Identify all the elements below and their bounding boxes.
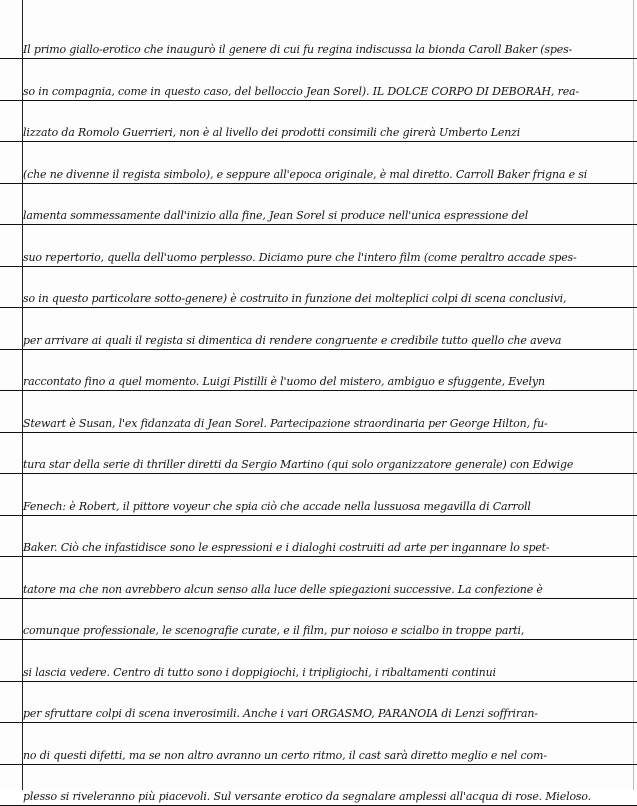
text-line: si lascia vedere. Centro di tutto sono i doppigiochi, i tripligiochi, i ribaltamenti continui xyxy=(23,666,496,679)
ruled-line xyxy=(0,266,637,267)
text-line: comunque professionale, le scenografie curate, e il film, pur noioso e scialbo in troppe parti, xyxy=(23,624,525,637)
ruled-line xyxy=(0,432,637,433)
ruled-line xyxy=(0,515,637,516)
text-line: Il primo giallo-erotico che inaugurò il genere di cui fu regina indiscussa la bionda Caroll Baker (spes- xyxy=(23,43,573,56)
text-line: lamenta sommessamente dall'inizio alla fine, Jean Sorel si produce nell'unica espressione del xyxy=(23,209,529,222)
ruled-line xyxy=(0,764,637,765)
ruled-line xyxy=(0,722,637,723)
ruled-line xyxy=(0,349,637,350)
text-line: Fenech: è Robert, il pittore voyeur che spia ciò che accade nella lussuosa megavilla di Carroll xyxy=(23,500,531,513)
ruled-line xyxy=(0,58,637,59)
ruled-line xyxy=(0,556,637,557)
text-line: lizzato da Romolo Guerrieri, non è al livello dei prodotti consimili che girerà Umberto Lenzi xyxy=(23,126,521,139)
text-line: so in compagnia, come in questo caso, del belloccio Jean Sorel). IL DOLCE CORPO DI DEBORAH, rea- xyxy=(23,85,579,98)
text-line: tura star della serie di thriller diretti da Sergio Martino (qui solo organizzatore generale) con Edwige xyxy=(23,458,574,471)
text-line: tatore ma che non avrebbero alcun senso alla luce delle spiegazioni successive. La confezione è xyxy=(23,583,543,596)
text-line: per sfruttare colpi di scena inverosimili. Anche i vari ORGASMO, PARANOIA di Lenzi soffriran- xyxy=(23,707,538,720)
ruled-line xyxy=(0,681,637,682)
text-line: Stewart è Susan, l'ex fidanzata di Jean Sorel. Partecipazione straordinaria per George Hilton, fu- xyxy=(23,417,548,430)
ruled-line xyxy=(0,598,637,599)
ruled-line xyxy=(0,141,637,142)
text-line: (che ne divenne il regista simbolo), e seppure all'epoca originale, è mal diretto. Carroll Baker frigna e si xyxy=(23,168,588,181)
ruled-line xyxy=(0,639,637,640)
ruled-line xyxy=(0,224,637,225)
text-line: plesso si riveleranno più piacevoli. Sul versante erotico da segnalare amplessi all'acqua di rose. Mieloso. xyxy=(23,790,591,803)
ruled-line xyxy=(0,390,637,391)
text-line: per arrivare ai quali il regista si dimentica di rendere congruente e credibile tutto quello che aveva xyxy=(23,334,562,347)
text-line: so in questo particolare sotto-genere) è costruito in funzione dei molteplici colpi di scena conclusivi, xyxy=(23,292,567,305)
text-line: suo repertorio, quella dell'uomo perplesso. Diciamo pure che l'intero film (come peraltro accade spes- xyxy=(23,251,577,264)
text-line: raccontato fino a quel momento. Luigi Pistilli è l'uomo del mistero, ambiguo e sfuggente, Evelyn xyxy=(23,375,545,388)
text-line: Baker. Ciò che infastidisce sono le espressioni e i dialoghi costruiti ad arte per ingannare lo spet- xyxy=(23,541,550,554)
ruled-line xyxy=(0,307,637,308)
ruled-line xyxy=(0,100,637,101)
ruled-line xyxy=(0,183,637,184)
ruled-line xyxy=(0,473,637,474)
text-line: no di questi difetti, ma se non altro avranno un certo ritmo, il cast sarà diretto meglio e nel com- xyxy=(23,749,547,762)
